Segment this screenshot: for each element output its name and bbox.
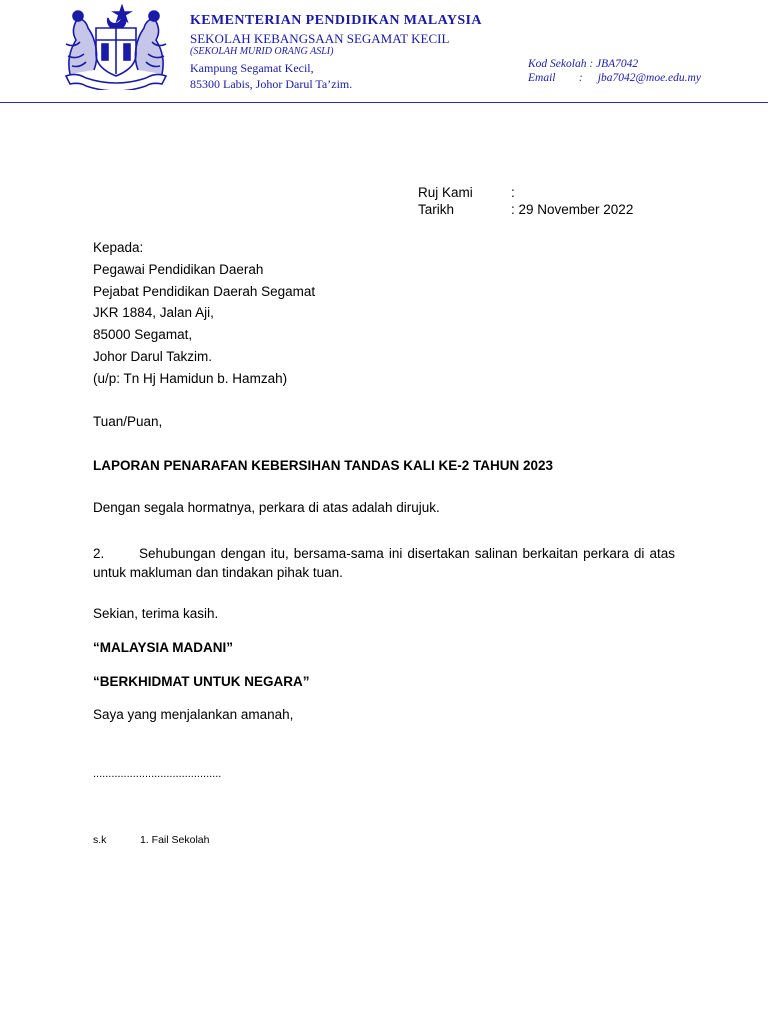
signoff: Saya yang menjalankan amanah, [93, 707, 294, 722]
cc-item: 1. Fail Sekolah [140, 834, 210, 846]
cc-label: s.k [93, 834, 107, 846]
ref-label: Ruj Kami [418, 185, 473, 200]
school-code-label: Kod Sekolah [528, 58, 587, 70]
closing: Sekian, terima kasih. [93, 606, 219, 621]
recipient-line: JKR 1884, Jalan Aji, [93, 305, 214, 320]
recipient-line: Johor Darul Takzim. [93, 349, 213, 364]
paragraph-1: Dengan segala hormatnya, perkara di atas adalah dirujuk. [93, 500, 440, 515]
slogan-malaysia-madani: “MALAYSIA MADANI” [93, 640, 234, 655]
date-label: Tarikh [418, 202, 455, 217]
date-value: : 29 November 2022 [511, 202, 634, 217]
salutation: Tuan/Puan, [93, 414, 163, 429]
email-separator: : [578, 72, 583, 84]
recipient-line: Pegawai Pendidikan Daerah [93, 262, 264, 277]
email-label: Email [528, 72, 556, 84]
school-address-line1: Kampung Segamat Kecil, [190, 61, 314, 75]
school-subtitle: (SEKOLAH MURID ORANG ASLI) [190, 46, 334, 57]
recipient-line: Kepada: [93, 240, 144, 255]
recipient-line: Pejabat Pendidikan Daerah Segamat [93, 284, 316, 299]
school-email [528, 72, 701, 84]
school-code-value: : JBA7042 [589, 58, 639, 70]
email-value[interactable]: jba7042@moe.edu.my [597, 72, 701, 84]
malaysia-coat-of-arms-icon [58, 4, 174, 90]
recipient-line: 85000 Segamat, [93, 327, 193, 342]
letterhead-divider [0, 102, 768, 103]
recipient-line: (u/p: Tn Hj Hamidun b. Hamzah) [93, 371, 288, 386]
school-address-line2: 85300 Labis, Johor Darul Ta’zim. [190, 77, 353, 91]
ministry-name: KEMENTERIAN PENDIDIKAN MALAYSIA [190, 13, 482, 28]
paragraph-2-number: 2. [93, 546, 105, 561]
signature-line: .......................................... [93, 768, 222, 780]
school-name: SEKOLAH KEBANGSAAN SEGAMAT KECIL [190, 31, 450, 46]
paragraph-2 [93, 544, 675, 582]
ref-value: : [511, 185, 515, 200]
slogan-berkhidmat: “BERKHIDMAT UNTUK NEGARA” [93, 674, 310, 689]
paragraph-2-text: Sehubungan dengan itu, bersama-sama ini disertakan salinan berkaitan perkara di atas untuk makluman dan tindakan pihak tuan. [93, 546, 675, 580]
school-code [528, 58, 638, 70]
letter-subject: LAPORAN PENARAFAN KEBERSIHAN TANDAS KALI KE-2 TAHUN 2023 [93, 458, 554, 473]
